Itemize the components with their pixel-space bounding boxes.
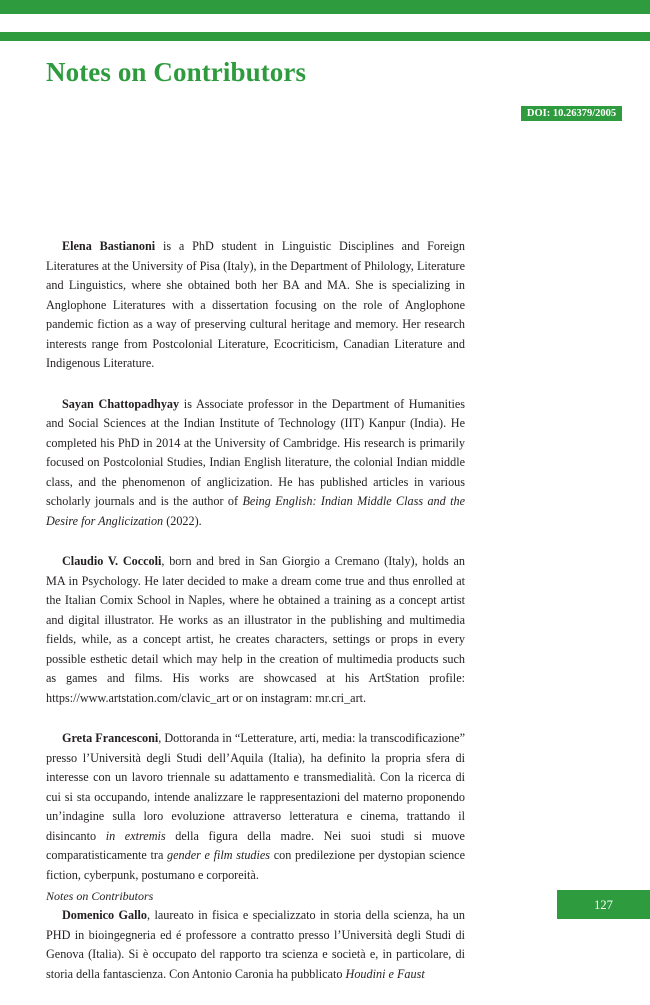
- italic-phrase: in extremis: [105, 828, 166, 843]
- contributor-bio-end: con predilezione per dystopian science fiction, cyberpunk, postumano e corporeità.: [46, 848, 465, 882]
- contributor-bio-middle: della figura della madre. Nei suoi studi si muove comparatisticamente tra: [46, 828, 465, 862]
- contributor-entry: [46, 395, 465, 532]
- page-number: 127: [557, 890, 650, 919]
- contributor-bio-end: (2022).: [163, 513, 202, 528]
- running-footer-title: Notes on Contributors: [46, 889, 154, 903]
- top-accent-bar: [0, 0, 650, 14]
- contributor-entry: [46, 237, 465, 374]
- contributor-entry: [46, 552, 465, 708]
- page-title: Notes on Contributors: [46, 57, 307, 87]
- contributor-bio: is a PhD student in Linguistic Disciplines and Foreign Literatures at the University of Pisa (Italy), in the Department of Philology, Literature and Linguistics, where she obtained both her BA and MA. She is specializing in Anglophone Literatures with a dissertation focusing on the role of Anglophone pandemic fiction as a way of preserving cultural heritage and memory. Her research interests range from Postcolonial Literature, Ecocriticism, Canadian Literature and Indigenous Literature.: [46, 239, 465, 370]
- contributor-entry: [46, 729, 465, 885]
- contributor-entry: [46, 906, 465, 984]
- contributor-name: Domenico Gallo: [62, 908, 147, 922]
- italic-phrase: gender e film studies: [167, 848, 271, 862]
- contributor-name: Sayan Chattopadhyay: [62, 396, 180, 411]
- contributor-bio: , Dottoranda in “Letterature, arti, media: la transcodificazione” presso l’Università degli Studi dell’Aquila (Italia), ha definito la propria sfera di interesse con un lavoro triennale su adattamento e transmedialità. Con la ricerca di cui si sta occupando, intende analizzare le rappresentazioni del materno proponendo un’indagine sulla loro evoluzione attraverso letteratura e cinema, trattando il disincanto: [46, 731, 466, 843]
- contributor-bio: is Associate professor in the Department of Humanities and Social Sciences at the Indian Institute of Technology (IIT) Kanpur (India). He completed his PhD in 2014 at the University of Cambridge. His research is primarily focused on Postcolonial Studies, Indian English literature, the colonial Indian middle class, and the phenomenon of anglicization. He has published articles in various scholarly journals and is the author of: [46, 396, 465, 508]
- secondary-accent-bar: [0, 32, 650, 41]
- contributor-name: Elena Bastianoni: [62, 239, 156, 253]
- doi-badge: DOI: 10.26379/2005: [521, 106, 622, 121]
- book-title: Houdini e Faust: [345, 966, 425, 981]
- contributor-name: Claudio V. Coccoli: [62, 554, 162, 568]
- contributor-bio: , laureato in fisica e specializzato in storia della scienza, ha un PHD in bioingegneria ed é professore a contratto presso l’Università degli Studi di Genova (Italia). Si è occupato del rapporto tra scienza e società e, in particolare, di storia della fantascienza. Con Antonio Caronia ha pubblicato: [46, 908, 465, 981]
- contributor-name: Greta Francesconi: [62, 731, 159, 745]
- book-title: Being English: Indian Middle Class and the Desire for Anglicization: [46, 494, 465, 528]
- contributor-bio: , born and bred in San Giorgio a Cremano (Italy), holds an MA in Psychology. He later decided to make a dream come true and thus enrolled at the Italian Comix School in Naples, where he obtained a training as a concept artist and digital illustrator. He works as an illustrator in the publishing and multimedia fields, while, as a concept artist, he creates characters, settings or props in every possible esthetic detail which may help in the creation of multimedia products such as games and films. His works are showcased at his ArtStation profile: https://www.artstation.com/clavic_art or on instagram: mr.cri_art.: [46, 554, 466, 705]
